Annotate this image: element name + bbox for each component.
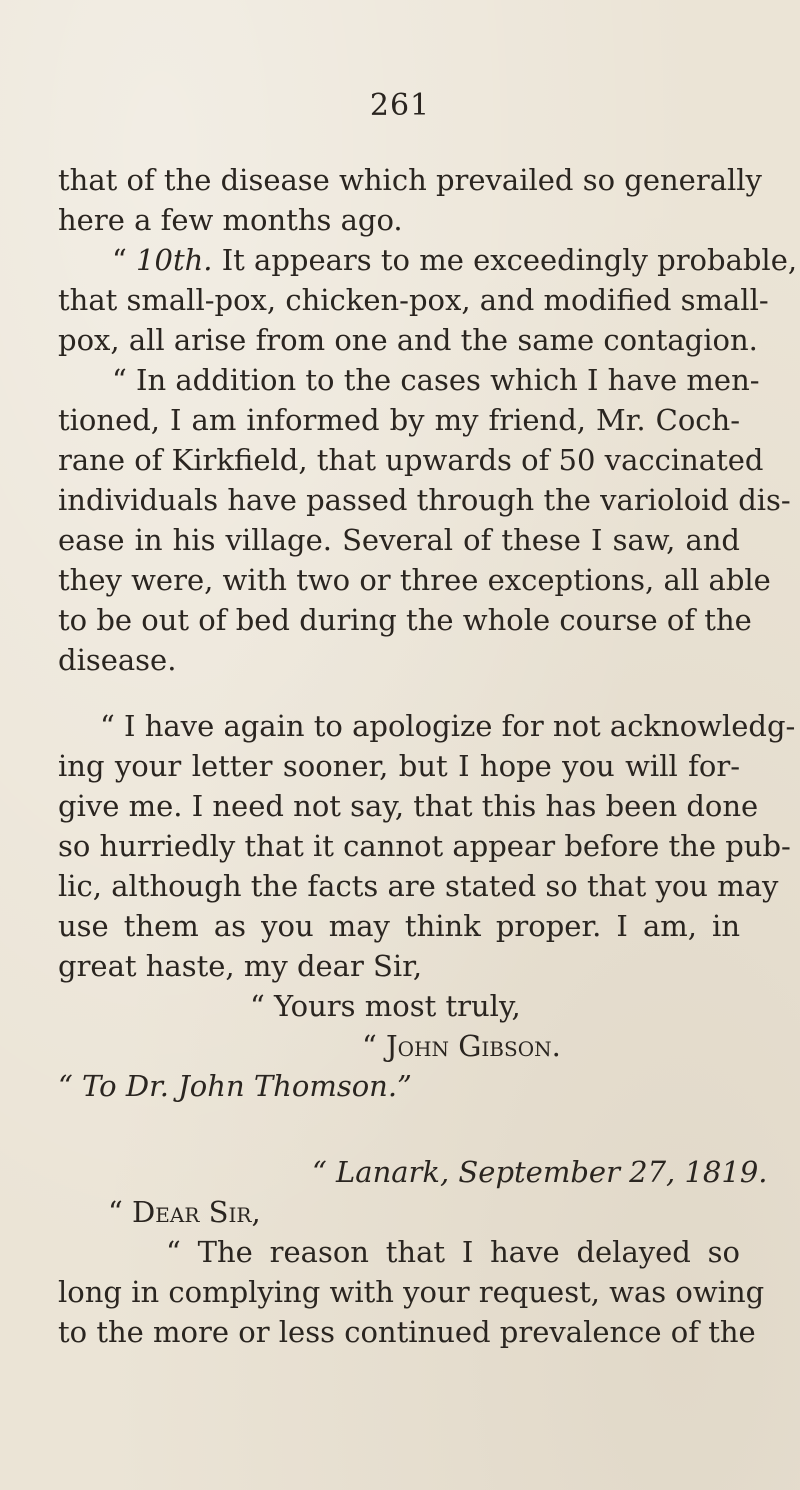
text-run: It appears to me exceedingly probable, [212,243,798,277]
recipient-line: “ To Dr. John Thomson.” [58,1069,412,1103]
date-label: 10th. [136,243,213,277]
text-line: “ The reason that I have delayed so [166,1235,740,1269]
text-line: give me. I need not say, that this has been done [58,789,759,823]
text-line: tioned, I am informed by my friend, Mr. Coch- [58,403,740,437]
text-line: to the more or less continued prevalence of the [58,1315,756,1349]
quote-mark: “ [112,243,137,277]
text-line: ease in his village. Several of these I saw, and [58,523,740,557]
text-line: that small-pox, chicken-pox, and modified small- [58,283,769,317]
page-number: 261 [369,88,431,123]
text-line: great haste, my dear Sir, [58,949,423,983]
text-line: lic, although the facts are stated so that you may [58,869,779,903]
text-line: “ I have again to apologize for not acknowledg- [100,709,796,743]
text-line: to be out of bed during the whole course of the [58,603,752,637]
text-line: here a few months ago. [58,203,403,237]
text-line: use them as you may think proper. I am, in [58,909,740,943]
text-line: individuals have passed through the varioloid dis- [58,483,791,517]
text-line: rane of Kirkfield, that upwards of 50 vaccinated [58,443,764,477]
text-line: ing your letter sooner, but I hope you will for- [58,749,740,783]
text-line: that of the disease which prevailed so generally [58,163,762,197]
text-line: disease. [58,643,177,677]
signature-line: “ John Gibson. [362,1029,561,1063]
text-line: they were, with two or three exceptions, all able [58,563,771,597]
dateline: “ Lanark, September 27, 1819. [312,1155,768,1189]
text-line: pox, all arise from one and the same contagion. [58,323,758,357]
closing-line: “ Yours most truly, [250,989,521,1023]
text-line: long in complying with your request, was owing [58,1275,765,1309]
text-line [112,240,798,280]
text-line: so hurriedly that it cannot appear before the pub- [58,829,791,863]
salutation-line: “ Dear Sir, [108,1195,261,1229]
text-line: “ In addition to the cases which I have men- [112,363,760,397]
